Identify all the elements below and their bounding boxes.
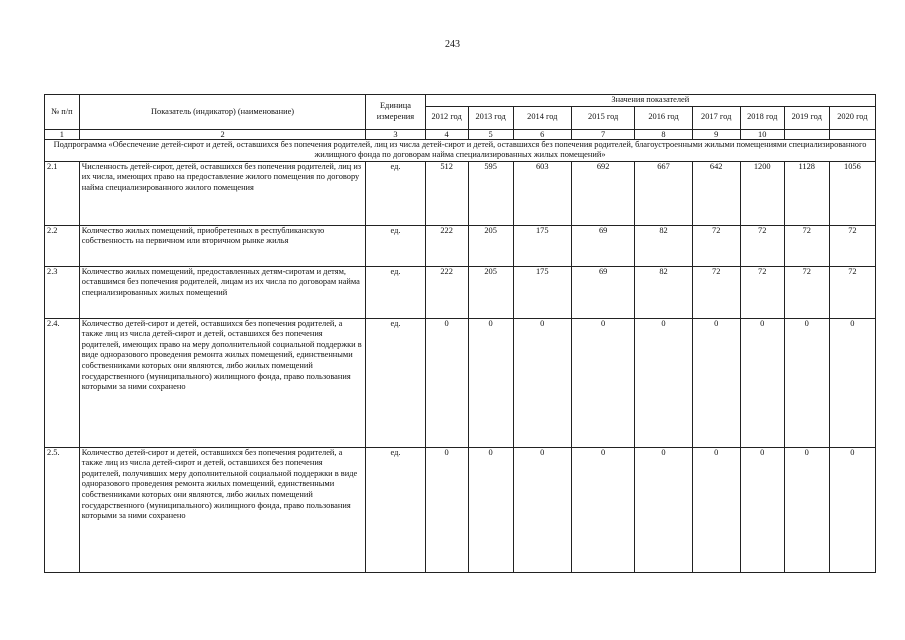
value-cell: 512 — [425, 161, 468, 225]
value-cell: 667 — [635, 161, 692, 225]
column-index: 8 — [635, 129, 692, 139]
value-cell: 205 — [468, 225, 513, 266]
value-cell: 0 — [635, 318, 692, 447]
value-cell: 222 — [425, 225, 468, 266]
year-header: 2015 год — [571, 106, 634, 129]
column-index: 10 — [740, 129, 784, 139]
value-cell: 72 — [740, 225, 784, 266]
value-cell: 0 — [829, 318, 875, 447]
unit-cell: ед. — [366, 266, 425, 318]
value-cell: 72 — [692, 266, 740, 318]
indicator-name: Количество жилых помещений, приобретенных в республиканскую собственность на первичном или вторичном рынке жилья — [79, 225, 366, 266]
value-cell: 69 — [571, 225, 634, 266]
table-row — [45, 225, 876, 266]
indicator-name: Количество детей-сирот и детей, оставшихся без попечения родителей, а также лиц из числа детей-сирот и детей, оставшихся без попечения родителей, получивших меру дополнительной социальной поддержки в виде одноразового проведения ремонта жилых помещений, единственными собственниками которых они являются, либо жилых помещений государственного (муниципального) жилищного фонда, право пользования которыми за ними сохранено — [79, 447, 366, 572]
value-cell: 72 — [692, 225, 740, 266]
value-cell: 175 — [513, 266, 571, 318]
year-header: 2012 год — [425, 106, 468, 129]
header-no: № п/п — [45, 95, 80, 130]
value-cell: 595 — [468, 161, 513, 225]
year-header: 2017 год — [692, 106, 740, 129]
value-cell: 0 — [425, 318, 468, 447]
value-cell: 69 — [571, 266, 634, 318]
value-cell: 1200 — [740, 161, 784, 225]
header-indicator: Показатель (индикатор) (наименование) — [79, 95, 366, 130]
year-header: 2014 год — [513, 106, 571, 129]
value-cell: 82 — [635, 266, 692, 318]
row-number: 2.3 — [45, 266, 80, 318]
value-cell: 0 — [692, 447, 740, 572]
value-cell: 0 — [571, 447, 634, 572]
table-row — [45, 318, 876, 447]
table-row — [45, 447, 876, 572]
column-index: 3 — [366, 129, 425, 139]
value-cell: 0 — [513, 318, 571, 447]
value-cell: 72 — [829, 266, 875, 318]
indicator-name: Количество детей-сирот и детей, оставшихся без попечения родителей, а также лиц из числа детей-сирот и детей, оставшихся без попечения родителей, имеющих право на меру дополнительной социальной поддержки в виде одноразового проведения ремонта жилых помещений, единственными собственниками которых они являются, либо жилых помещений государственного (муниципального) жилищного фонда, право пользования которыми за ними сохранено — [79, 318, 366, 447]
column-index: 2 — [79, 129, 366, 139]
column-index: 1 — [45, 129, 80, 139]
value-cell: 0 — [468, 318, 513, 447]
value-cell: 175 — [513, 225, 571, 266]
value-cell: 0 — [740, 447, 784, 572]
column-index — [829, 129, 875, 139]
indicator-name: Численность детей-сирот, детей, оставшихся без попечения родителей, лиц из их числа, имеющих право на предоставление жилого помещения по договору найма специализированного жилого помещения — [79, 161, 366, 225]
value-cell: 1056 — [829, 161, 875, 225]
table-row — [45, 161, 876, 225]
column-index: 4 — [425, 129, 468, 139]
header-unit: Единица измерения — [366, 95, 425, 130]
value-cell: 0 — [692, 318, 740, 447]
table-row — [45, 266, 876, 318]
indicator-name: Количество жилых помещений, предоставленных детям-сиротам и детям, оставшимся без попечения родителей, лицам из их числа по договорам найма специализированных жилых помещений — [79, 266, 366, 318]
column-index: 9 — [692, 129, 740, 139]
value-cell: 72 — [784, 266, 829, 318]
year-header: 2016 год — [635, 106, 692, 129]
year-header: 2020 год — [829, 106, 875, 129]
value-cell: 205 — [468, 266, 513, 318]
row-number: 2.1 — [45, 161, 80, 225]
value-cell: 72 — [740, 266, 784, 318]
subprogram-title: Подпрограмма «Обеспечение детей-сирот и детей, оставшихся без попечения родителей, лиц из числа детей-сирот и детей, оставшихся без попечения родителей, благоустроенными жилыми помещениями специализированного жилищного фонда по договорам найма специализированных жилых помещений» — [45, 139, 876, 161]
column-index: 5 — [468, 129, 513, 139]
unit-cell: ед. — [366, 318, 425, 447]
column-index: 6 — [513, 129, 571, 139]
year-header: 2013 год — [468, 106, 513, 129]
value-cell: 0 — [829, 447, 875, 572]
value-cell: 222 — [425, 266, 468, 318]
value-cell: 0 — [425, 447, 468, 572]
row-number: 2.4. — [45, 318, 80, 447]
value-cell: 1128 — [784, 161, 829, 225]
value-cell: 72 — [784, 225, 829, 266]
column-index-row — [45, 129, 876, 139]
column-index — [784, 129, 829, 139]
page-number: 243 — [445, 39, 460, 50]
column-index: 7 — [571, 129, 634, 139]
year-header: 2019 год — [784, 106, 829, 129]
subprogram-row — [45, 139, 876, 161]
value-cell: 0 — [571, 318, 634, 447]
value-cell: 82 — [635, 225, 692, 266]
value-cell: 72 — [829, 225, 875, 266]
value-cell: 0 — [635, 447, 692, 572]
value-cell: 0 — [740, 318, 784, 447]
unit-cell: ед. — [366, 225, 425, 266]
header-row-1 — [45, 95, 876, 107]
value-cell: 603 — [513, 161, 571, 225]
indicator-table — [44, 94, 876, 573]
value-cell: 0 — [513, 447, 571, 572]
unit-cell: ед. — [366, 161, 425, 225]
value-cell: 0 — [784, 318, 829, 447]
year-header: 2018 год — [740, 106, 784, 129]
value-cell: 692 — [571, 161, 634, 225]
row-number: 2.5. — [45, 447, 80, 572]
value-cell: 642 — [692, 161, 740, 225]
value-cell: 0 — [784, 447, 829, 572]
unit-cell: ед. — [366, 447, 425, 572]
value-cell: 0 — [468, 447, 513, 572]
row-number: 2.2 — [45, 225, 80, 266]
header-values: Значения показателей — [425, 95, 875, 107]
